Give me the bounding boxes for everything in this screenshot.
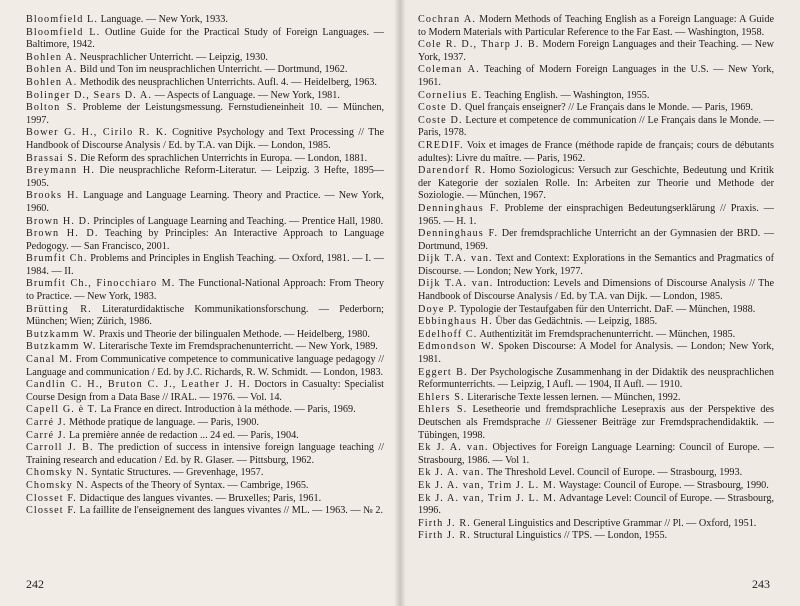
bibliography-entry: [26, 329, 384, 342]
bibliography-entry: [418, 253, 774, 278]
entry-author: Brown H. D.: [26, 228, 99, 240]
bibliography-entry: [26, 165, 384, 190]
entry-author: Brütting R.: [26, 303, 92, 315]
bibliography-entry: [418, 14, 774, 39]
entry-author: Carroll J. B.: [26, 442, 94, 454]
bibliography-entry: [26, 480, 384, 493]
bibliography-entry: [418, 165, 774, 203]
entry-citation: Méthode pratique de language. — Paris, 1900.: [66, 417, 259, 428]
entry-citation: Objectives for Foreign Language Learning: Council of Europe. — Strasbourg, 1986. — Vol 1.: [418, 442, 774, 466]
entry-citation: Probleme der einsprachigen Bedeutungserklärung // Praxis. — 1965. — H. 1.: [418, 202, 774, 227]
entry-citation: Typologie der Testaufgaben für den Unterricht. DaF. — München, 1988.: [457, 303, 756, 315]
entry-author: Chomsky N.: [26, 479, 89, 491]
bibliography-entry: [26, 14, 384, 27]
bibliography-entry: [26, 153, 384, 166]
entry-author: Ek J. A. van, Trim J. L. M.: [418, 479, 557, 491]
entry-citation: Outline Guide for the Practical Study of Foreign Languages. — Baltimore, 1942.: [26, 26, 384, 51]
entry-author: Firth J. R.: [418, 517, 471, 529]
bibliography-entry: [26, 404, 384, 417]
entry-citation: Literaturdidaktische Kommunikationsforschung. — Pederborn; München; Wien; Zürich, 1986.: [26, 303, 384, 328]
entry-author: Cornelius E.: [418, 89, 483, 101]
entry-citation: Waystage: Council of Europe. — Strasbourg, 1990.: [556, 479, 769, 491]
bibliography-list-left: [26, 14, 384, 518]
entry-citation: Lecture et competence de communication // Le Français dans le Monde. — Paris, 1978.: [418, 114, 774, 139]
bibliography-entry: [418, 278, 774, 303]
entry-citation: Text and Context: Explorations in the Semantics and Pragmatics of Discourse. — London; New York, 1977.: [418, 253, 774, 277]
entry-author: Ek J. A. van, Trim J. L. M.: [418, 492, 557, 504]
entry-citation: The Threshold Level. Council of Europe. — Strasbourg, 1993.: [484, 467, 743, 479]
right-page: [400, 0, 800, 606]
entry-author: Bower G. H., Cirilo R. K.: [26, 127, 168, 139]
bibliography-entry: [26, 430, 384, 443]
bibliography-entry: [418, 392, 774, 405]
entry-citation: Structural Linguistics // TPS. — London, 1955.: [470, 530, 668, 542]
entry-author: Bolinger D., Sears D. A.: [26, 89, 153, 101]
entry-author: Chomsky N.: [26, 467, 89, 479]
bibliography-entry: [26, 278, 384, 303]
entry-citation: Problems and Principles in English Teaching. — Oxford, 1981. — I. — 1984. — II.: [26, 253, 384, 277]
page-number-left: 242: [26, 577, 44, 591]
entry-citation: Literarische Texte lessen lernen. — München, 1992.: [464, 391, 681, 403]
bibliography-entry: [418, 530, 774, 543]
entry-citation: Modern Methods of Teaching English as a Foreign Language: A Guide to Modern Materials with Particular Reference to the Far East. — Washington, 1958.: [418, 14, 774, 38]
entry-citation: Lesetheorie und fremdsprachliche Lesepraxis aus der Perspektive des Deutschen als Fremdsprache // Giessener Beiträge zur Fremdsprachendidaktik. — Tübingen, 1998.: [418, 404, 774, 441]
entry-author: Bloomfield L.: [26, 14, 99, 25]
entry-author: Brumfit Ch.: [26, 253, 88, 265]
entry-citation: Authentizität im Fremdsprachenunterricht. — München, 1985.: [477, 328, 736, 340]
entry-author: Darendorf R.: [418, 165, 487, 177]
bibliography-entry: [418, 39, 774, 64]
entry-citation: Neusprachlicher Unterricht. — Leipzig, 1930.: [77, 51, 268, 63]
bibliography-entry: [418, 480, 774, 493]
bibliography-entry: [26, 354, 384, 379]
entry-citation: Voix et images de France (méthode rapide de français; cours de débutants adultes): Livre du maître. — Paris, 1962.: [418, 139, 774, 164]
bibliography-entry: [26, 493, 384, 506]
entry-citation: Language. — New York, 1933.: [98, 14, 228, 25]
entry-author: Carré J.: [26, 417, 67, 428]
bibliography-entry: [418, 329, 774, 342]
bibliography-entry: [418, 90, 774, 103]
entry-citation: Spoken Discourse: A Model for Analysis. — London; New York, 1981.: [418, 341, 774, 366]
entry-author: Edmondson W.: [418, 341, 495, 353]
bibliography-entry: [418, 367, 774, 392]
bibliography-entry: [26, 228, 384, 253]
entry-author: Coste D.: [418, 102, 463, 114]
entry-author: Butzkamm W.: [26, 341, 97, 353]
entry-citation: Quel français enseigner? // Le Français dans le Monde. — Paris, 1969.: [462, 102, 754, 114]
entry-citation: General Linguistics and Descriptive Grammar // Pl. — Oxford, 1951.: [470, 517, 757, 529]
entry-citation: Literarische Texte im Fremdsprachenunterricht. — New York, 1989.: [96, 341, 378, 353]
entry-citation: Der Psychologische Zusammenhang in der Didaktik des neusprachlichen Reformunterrichts. — Leipzig, I Aufl. — 1904, II Aufl. — 1910.: [418, 366, 775, 391]
page-number-right: 243: [752, 577, 770, 591]
entry-citation: Probleme der Leistungsmessung. Fernstudieneinheit 10. — München, 1997.: [26, 102, 384, 126]
entry-citation: La France en direct. Introduction à la méthode. — Paris, 1969.: [97, 404, 356, 416]
entry-citation: Doctors in Casualty: Specialist Course Design from a Data Base // IRAL. — 1976. — Vol. 14.: [26, 379, 384, 403]
entry-citation: Advantage Level: Council of Europe. — Strasbourg, 1996.: [418, 492, 774, 517]
entry-author: Closset F.: [26, 492, 77, 504]
bibliography-entry: [26, 64, 384, 77]
entry-citation: Der fremdsprachliche Unterricht an der Gymnasien der BRD. — Dortmund, 1969.: [418, 228, 775, 252]
entry-author: Cochran A.: [418, 14, 477, 25]
bibliography-list-right: [418, 14, 774, 543]
entry-author: Bohlen A.: [26, 64, 78, 76]
bibliography-entry: [418, 304, 774, 317]
bibliography-entry: [26, 505, 384, 518]
entry-author: Bohlen A.: [26, 51, 78, 63]
entry-citation: Bild und Ton im neusprachlichen Unterricht. — Dortmund, 1962.: [77, 64, 348, 76]
entry-author: Brooks H.: [26, 190, 80, 202]
bibliography-entry: [418, 404, 774, 442]
entry-author: Bolton S.: [26, 102, 78, 114]
entry-author: CREDIF.: [418, 139, 464, 151]
entry-author: Brumfit Ch., Finocchiaro M.: [26, 278, 176, 290]
entry-author: Canal M.: [26, 354, 73, 366]
bibliography-entry: [418, 467, 774, 480]
entry-author: Dijk T.A. van.: [418, 278, 494, 290]
entry-citation: Aspects of the Theory of Syntax. — Cambrige, 1965.: [88, 479, 309, 491]
bibliography-entry: [418, 518, 774, 531]
bibliography-entry: [418, 228, 774, 253]
entry-citation: — Aspects of Language. — New York, 1981.: [152, 89, 340, 101]
entry-author: Butzkamm W.: [26, 328, 97, 340]
entry-citation: Teaching by Principles: An Interactive Approach to Language Pedogogy. — San Francisco, 2001.: [26, 228, 384, 252]
entry-author: Bloomfield L.: [26, 26, 101, 38]
bibliography-entry: [26, 52, 384, 65]
entry-citation: Methodik des neusprachlichen Unterrichts. Aufl. 4. — Heidelberg, 1963.: [77, 76, 377, 88]
entry-author: Cole R. D., Tharp J. B.: [418, 39, 540, 51]
entry-citation: La faillite de l'enseignement des langues vivantes // ML. — 1963. — № 2.: [76, 505, 384, 517]
entry-citation: The prediction of success in intensive foreign language teaching // Training research and education / Ed. by R. Glaser. — Pittsburg, 1962.: [26, 442, 384, 466]
bibliography-entry: [26, 102, 384, 127]
entry-citation: Teaching of Modern Foreign Languages in the U.S. — New York, 1961.: [418, 64, 774, 88]
bibliography-entry: [26, 77, 384, 90]
entry-author: Ek J. A. van.: [418, 442, 489, 454]
entry-author: Doye P.: [418, 303, 458, 315]
entry-citation: Syntatic Structures. — Grevenhage, 1957.: [88, 467, 264, 479]
entry-citation: La première année de redaction ... 24 ed. — Paris, 1904.: [66, 429, 299, 441]
entry-author: Carré J.: [26, 429, 67, 441]
bibliography-entry: [418, 102, 774, 115]
entry-citation: Introduction: Levels and Dimensions of Discourse Analysis // The Handbook of Discourse Analysis / Ed. by T.A. van Dijk. — London, 1985.: [418, 278, 774, 303]
bibliography-entry: [26, 379, 384, 404]
bibliography-entry: [418, 140, 774, 165]
entry-author: Brassai S.: [26, 152, 78, 164]
bibliography-entry: [26, 417, 384, 430]
bibliography-entry: [26, 304, 384, 329]
entry-citation: Principles of Language Learning and Teaching. — Prentice Hall, 1980.: [90, 215, 384, 227]
bibliography-entry: [26, 442, 384, 467]
bibliography-entry: [418, 316, 774, 329]
bibliography-entry: [26, 127, 384, 152]
entry-citation: The Functional-National Approach: From Theory to Practice. — New York, 1983.: [26, 278, 384, 303]
entry-author: Coste D.: [418, 114, 463, 126]
entry-citation: Die Reform des sprachlichen Unterrichts in Europa. — London, 1881.: [77, 152, 368, 164]
bibliography-entry: [26, 190, 384, 215]
entry-author: Denninghaus F.: [418, 202, 500, 214]
bibliography-entry: [418, 442, 774, 467]
entry-citation: Homo Soziologicus: Versuch zur Geschichte, Bedeutung und Kritik der Kategorie der sozialen Rolle. In: Arbeiten zur Theorie und Methode der Soziologie. — München, 1967.: [418, 165, 774, 202]
bibliography-entry: [418, 341, 774, 366]
bibliography-entry: [418, 115, 774, 140]
bibliography-entry: [26, 467, 384, 480]
bibliography-entry: [26, 341, 384, 354]
entry-author: Brown H. D.: [26, 215, 91, 227]
entry-author: Ebbinghaus H.: [418, 316, 493, 328]
entry-citation: From Communicative competence to communicative language pedagogy // Language and communication / Ed. by J.C. Richards, R. W. Schmidt. — London, 1983.: [26, 354, 385, 378]
entry-author: Ek J. A. van.: [418, 467, 485, 479]
entry-author: Dijk T.A. van.: [418, 253, 493, 265]
entry-author: Ehlers S.: [418, 404, 468, 416]
entry-author: Candlin C. H., Bruton C. J., Leather J. H.: [26, 379, 251, 391]
entry-citation: Language and Language Learning. Theory and Practice. — New York, 1960.: [26, 190, 384, 214]
entry-citation: Teaching English. — Washington, 1955.: [482, 89, 650, 101]
entry-author: Capell G. è T.: [26, 404, 98, 416]
entry-author: Denninghaus F.: [418, 228, 499, 240]
entry-citation: Cognitive Psychology and Text Processing // The Handbook of Discourse Analysis / Ed. by T.A. van Dijk. — London, 1985.: [26, 127, 384, 151]
entry-author: Closset F.: [26, 505, 77, 517]
entry-author: Eggert B.: [418, 366, 468, 378]
bibliography-entry: [26, 90, 384, 103]
bibliography-entry: [418, 64, 774, 89]
entry-author: Coleman A.: [418, 64, 480, 76]
entry-author: Ehlers S.: [418, 391, 465, 403]
entry-citation: Modern Foreign Languages and their Teaching. — New York, 1937.: [418, 39, 774, 63]
entry-author: Bohlen A.: [26, 76, 78, 88]
entry-author: Edelhoff C.: [418, 328, 478, 340]
bibliography-entry: [26, 216, 384, 229]
bibliography-entry: [418, 203, 774, 228]
bibliography-entry: [26, 27, 384, 52]
bibliography-entry: [26, 253, 384, 278]
entry-citation: Die neusprachliche Reform-Literatur. — Leipzig. 3 Hefte, 1895—1905.: [26, 165, 384, 189]
entry-author: Breymann H.: [26, 165, 95, 177]
entry-citation: Über das Gedächtnis. — Leipzig, 1885.: [492, 316, 658, 328]
entry-author: Firth J. R.: [418, 530, 471, 542]
entry-citation: Didactique des langues vivantes. — Bruxelles; Paris, 1961.: [76, 492, 322, 504]
bibliography-entry: [418, 493, 774, 518]
entry-citation: Praxis und Theorie der bilingualen Methode. — Heidelberg, 1980.: [96, 328, 370, 340]
